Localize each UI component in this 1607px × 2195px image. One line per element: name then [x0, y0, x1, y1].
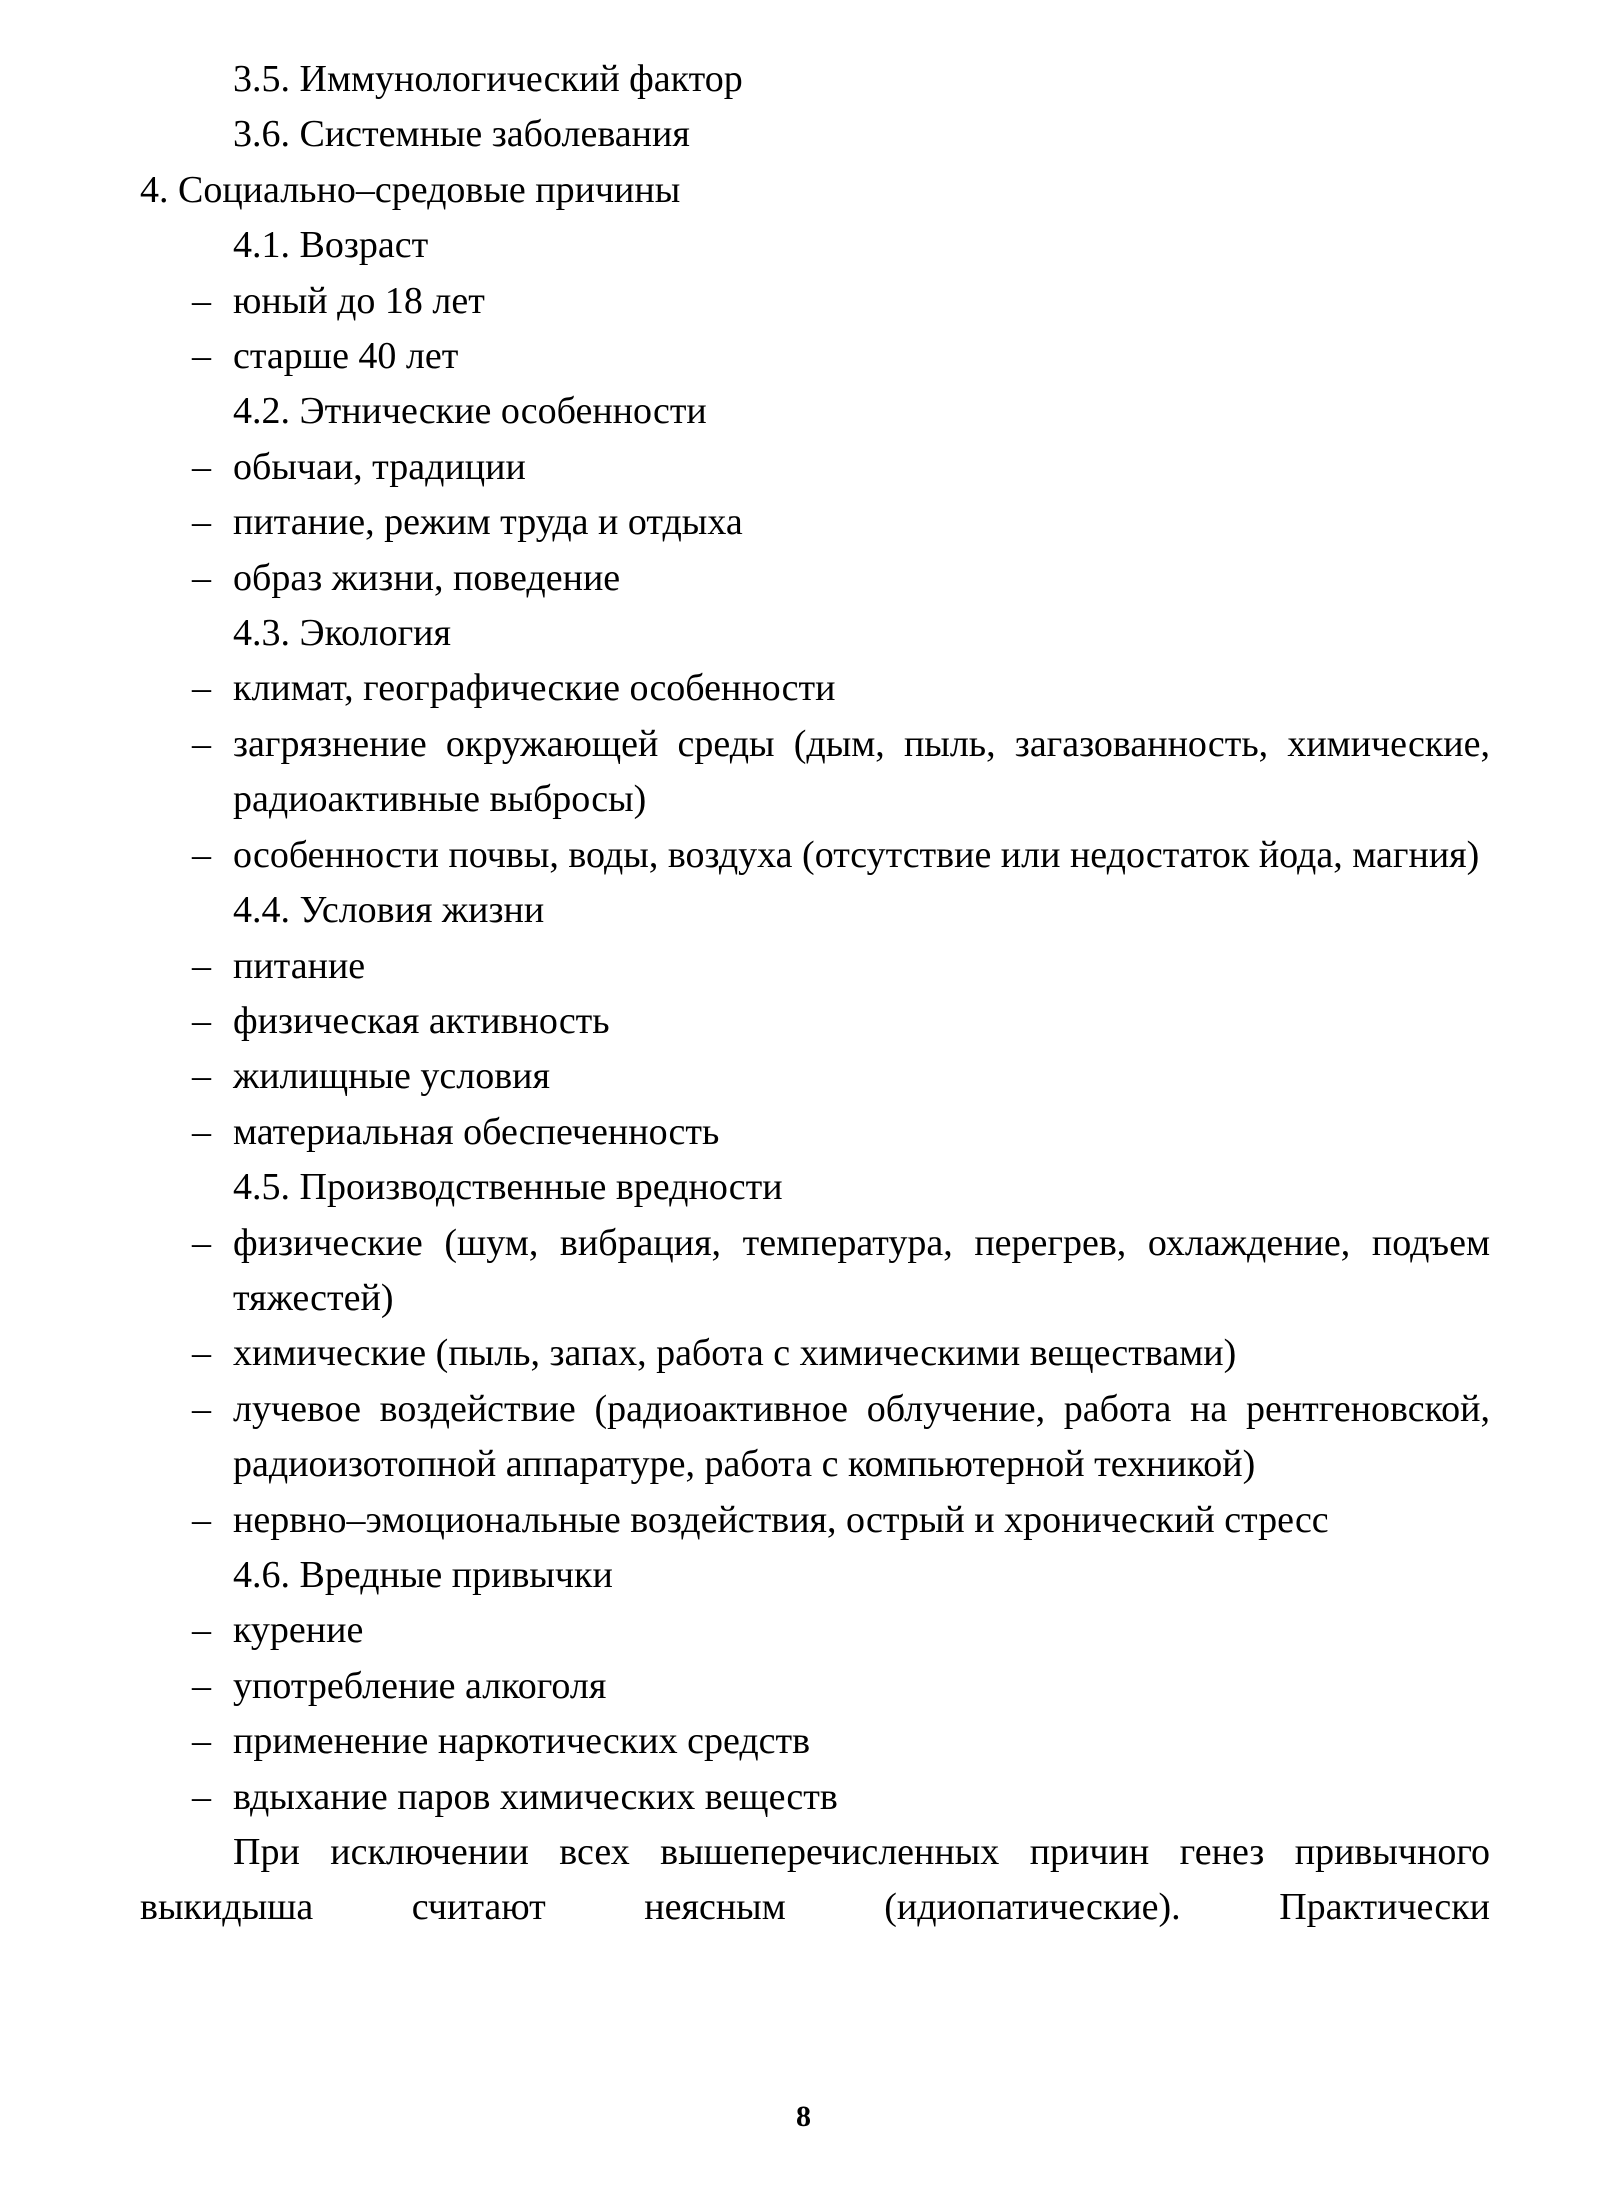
- subsection-heading: 4.2. Этнические особенности: [233, 390, 707, 433]
- list-item: [140, 828, 1490, 883]
- dash-bullet: –: [192, 556, 211, 599]
- dash-bullet: –: [192, 999, 211, 1042]
- list-item: [140, 1105, 1490, 1160]
- list-item-text: химические (пыль, запах, работа с химическими веществами): [233, 1332, 1237, 1375]
- list-item-text: лучевое воздействие (радиоактивное облучение, работа на рентгеновской, радиоизотопной аппаратуре, работа с компьютерной техникой): [233, 1387, 1490, 1486]
- subsection-heading: 4.6. Вредные привычки: [233, 1553, 613, 1596]
- dash-bullet: –: [192, 335, 211, 378]
- list-item: [140, 1603, 1490, 1658]
- dash-bullet: –: [192, 722, 211, 765]
- list-item: [140, 1493, 1490, 1548]
- list-item-text: употребление алкоголя: [233, 1664, 607, 1707]
- list-item: [140, 939, 1490, 994]
- list-item: [140, 1382, 1490, 1493]
- list-item-text: физическая активность: [233, 999, 610, 1042]
- list-item-text: материальная обеспеченность: [233, 1110, 720, 1153]
- page-number: 8: [796, 2100, 811, 2133]
- subsection-heading: 4.1. Возраст: [233, 224, 429, 267]
- dash-bullet: –: [192, 1775, 211, 1818]
- list-item: [140, 717, 1490, 828]
- list-item-text: обычаи, традиции: [233, 445, 526, 488]
- list-item-text: физические (шум, вибрация, температура, перегрев, охлаждение, подъем тяжестей): [233, 1221, 1490, 1319]
- dash-bullet: –: [192, 944, 211, 987]
- list-item: [140, 1326, 1490, 1381]
- list-item-text: вдыхание паров химических веществ: [233, 1775, 838, 1818]
- list-item-text: применение наркотических средств: [233, 1720, 811, 1763]
- list-item-text: старше 40 лет: [233, 335, 459, 378]
- dash-bullet: –: [192, 667, 211, 710]
- list-item: [140, 994, 1490, 1049]
- dash-bullet: –: [192, 1110, 211, 1153]
- list-item-text: климат, географические особенности: [233, 667, 836, 710]
- body-paragraph: При исключении всех вышеперечисленных причин генез привычного выкидыша считают неясным (идиопатические). Практически: [140, 1831, 1490, 1929]
- list-item: [140, 274, 1490, 329]
- list-item-text: юный до 18 лет: [233, 279, 485, 322]
- dash-bullet: –: [192, 1720, 211, 1763]
- list-item: [140, 661, 1490, 716]
- dash-bullet: –: [192, 1609, 211, 1652]
- list-item-text: питание: [233, 944, 366, 987]
- list-item: [140, 495, 1490, 550]
- list-item-text: курение: [233, 1609, 364, 1652]
- dash-bullet: –: [192, 1664, 211, 1707]
- dash-bullet: –: [192, 1498, 211, 1541]
- dash-bullet: –: [192, 445, 211, 488]
- list-item: [140, 329, 1490, 384]
- page-content: [140, 52, 1490, 1936]
- subsection-heading: 4.3. Экология: [233, 612, 451, 655]
- section-heading: 4. Социально–средовые причины: [140, 168, 681, 211]
- list-item-text: загрязнение окружающей среды (дым, пыль, загазованность, химические, радиоактивные выбросы): [233, 722, 1490, 821]
- subsection-heading: 3.6. Системные заболевания: [233, 113, 690, 156]
- dash-bullet: –: [192, 279, 211, 322]
- list-item-text: особенности почвы, воды, воздуха (отсутствие или недостаток йода, магния): [233, 833, 1480, 876]
- list-item: [140, 1770, 1490, 1825]
- list-item-text: образ жизни, поведение: [233, 556, 621, 599]
- dash-bullet: –: [192, 1221, 211, 1264]
- list-item: [140, 440, 1490, 495]
- dash-bullet: –: [192, 833, 211, 876]
- list-item: [140, 1049, 1490, 1104]
- list-item-text: нервно–эмоциональные воздействия, острый и хронический стресс: [233, 1498, 1329, 1541]
- list-item: [140, 1714, 1490, 1769]
- dash-bullet: –: [192, 1332, 211, 1375]
- subsection-heading: 3.5. Иммунологический фактор: [233, 58, 743, 100]
- subsection-heading: 4.4. Условия жизни: [233, 889, 545, 932]
- dash-bullet: –: [192, 501, 211, 544]
- list-item-text: питание, режим труда и отдыха: [233, 501, 743, 544]
- dash-bullet: –: [192, 1055, 211, 1098]
- list-item: [140, 551, 1490, 606]
- subsection-heading: 4.5. Производственные вредности: [233, 1166, 783, 1209]
- list-item: [140, 1659, 1490, 1714]
- dash-bullet: –: [192, 1387, 211, 1430]
- list-item: [140, 1216, 1490, 1327]
- list-item-text: жилищные условия: [233, 1055, 550, 1098]
